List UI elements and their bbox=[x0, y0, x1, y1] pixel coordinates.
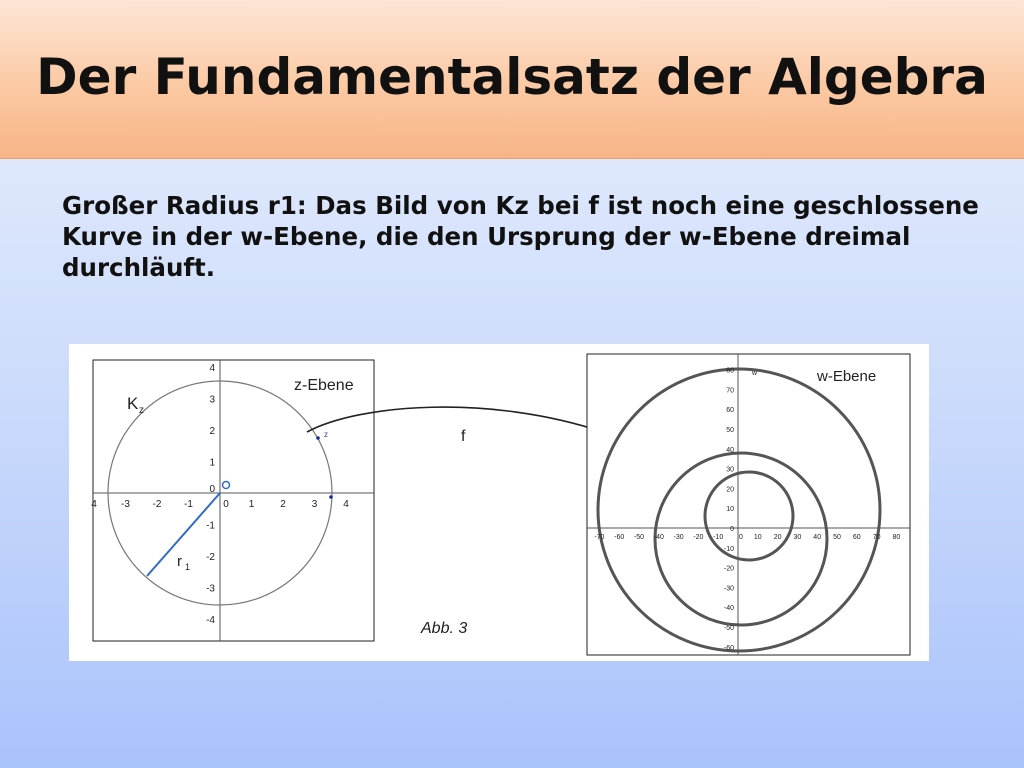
z-y-tick-label: 4 bbox=[209, 363, 215, 374]
z-x-tick-label: 3 bbox=[311, 499, 318, 510]
w-plane-panel bbox=[587, 354, 910, 655]
w-plane-label: w-Ebene bbox=[817, 368, 877, 385]
figure-svg bbox=[69, 344, 929, 661]
z-y-tick-label: 0 bbox=[209, 484, 215, 495]
w-y-tick-label: -60 bbox=[723, 644, 734, 652]
w-y-tick-label: 80 bbox=[726, 367, 734, 375]
w-y-tick-label: 10 bbox=[726, 506, 734, 514]
w-axis-label: w bbox=[752, 370, 758, 377]
z-x-tick-label: -1 bbox=[184, 499, 193, 510]
w-y-tick-label: 0 bbox=[730, 526, 734, 533]
z-x-tick-label: 4 bbox=[91, 499, 97, 510]
w-x-tick-label: 70 bbox=[872, 534, 881, 541]
w-y-tick-label: 20 bbox=[726, 486, 734, 494]
kz-label-main: K bbox=[127, 394, 139, 413]
figure-caption: Abb. 3 bbox=[421, 620, 468, 637]
z-y-tick-label: -2 bbox=[206, 552, 215, 563]
z-y-tick-label: 1 bbox=[209, 457, 215, 469]
r1-label-sub: 1 bbox=[185, 562, 191, 572]
z-plane-label: z-Ebene bbox=[294, 377, 354, 394]
w-y-tick-label: 70 bbox=[726, 387, 734, 395]
w-y-tick-label: 60 bbox=[726, 407, 734, 415]
w-x-tick-label: -40 bbox=[653, 534, 664, 541]
point-z-marker bbox=[316, 436, 320, 440]
z-y-tick-label: -4 bbox=[206, 615, 215, 626]
figure-image bbox=[69, 344, 929, 661]
z-x-tick-label: 4 bbox=[343, 499, 349, 510]
w-x-tick-label: 30 bbox=[793, 534, 802, 541]
w-y-tick-label: -50 bbox=[723, 625, 734, 632]
mapping-label-f: f bbox=[461, 428, 466, 445]
z-x-tick-label: -3 bbox=[121, 499, 130, 510]
z-y-tick-label: -3 bbox=[206, 583, 215, 595]
w-x-tick-label: -50 bbox=[633, 534, 645, 541]
w-y-tick-label: -10 bbox=[723, 545, 734, 553]
z-y-tick-label: 3 bbox=[209, 394, 215, 406]
z-y-tick-label: -1 bbox=[206, 520, 215, 532]
z-x-tick-label: 0 bbox=[223, 499, 229, 510]
w-x-tick-label: 60 bbox=[852, 534, 861, 541]
w-y-tick-label: 30 bbox=[726, 466, 734, 474]
point-z-label: z bbox=[324, 430, 328, 439]
w-x-tick-label: 50 bbox=[833, 534, 841, 541]
slide-body-text: Großer Radius r1: Das Bild von Kz bei f ist noch eine geschlossene Kurve in der w-Ebene, die den Ursprung der w-Ebene dreimal durchläuft. bbox=[62, 191, 979, 282]
w-y-tick-label: 50 bbox=[726, 427, 734, 434]
w-y-tick-label: -20 bbox=[723, 565, 734, 573]
w-x-tick-label: -10 bbox=[713, 534, 724, 541]
kz-label-sub: z bbox=[139, 405, 144, 416]
w-y-tick-label: -30 bbox=[723, 585, 734, 593]
z-plane-panel bbox=[91, 360, 374, 641]
z-x-tick-label: -2 bbox=[152, 499, 162, 510]
w-y-tick-label: 40 bbox=[726, 446, 734, 454]
w-x-tick-label: 10 bbox=[753, 534, 762, 541]
z-y-tick-label: 2 bbox=[209, 426, 215, 437]
w-plane-frame bbox=[587, 354, 910, 655]
w-x-tick-label: -60 bbox=[614, 534, 625, 541]
point-r1-marker bbox=[329, 495, 333, 499]
w-x-tick-label: -70 bbox=[594, 534, 605, 541]
title-bar bbox=[0, 0, 1024, 159]
r1-label-main: r bbox=[177, 553, 182, 570]
w-x-tick-label: 40 bbox=[813, 534, 822, 541]
w-x-tick-label: 0 bbox=[739, 534, 743, 541]
w-plane-y-tick-labels bbox=[724, 368, 734, 652]
slide-title: Der Fundamentalsatz der Algebra bbox=[36, 48, 988, 106]
z-x-tick-label: 2 bbox=[280, 499, 286, 510]
w-x-tick-label: -30 bbox=[673, 534, 684, 541]
w-x-tick-label: -20 bbox=[693, 534, 704, 541]
w-x-tick-label: 20 bbox=[773, 534, 782, 541]
w-y-tick-label: -40 bbox=[723, 605, 734, 613]
z-x-tick-label: 1 bbox=[248, 499, 255, 510]
w-x-tick-label: 80 bbox=[892, 534, 901, 541]
